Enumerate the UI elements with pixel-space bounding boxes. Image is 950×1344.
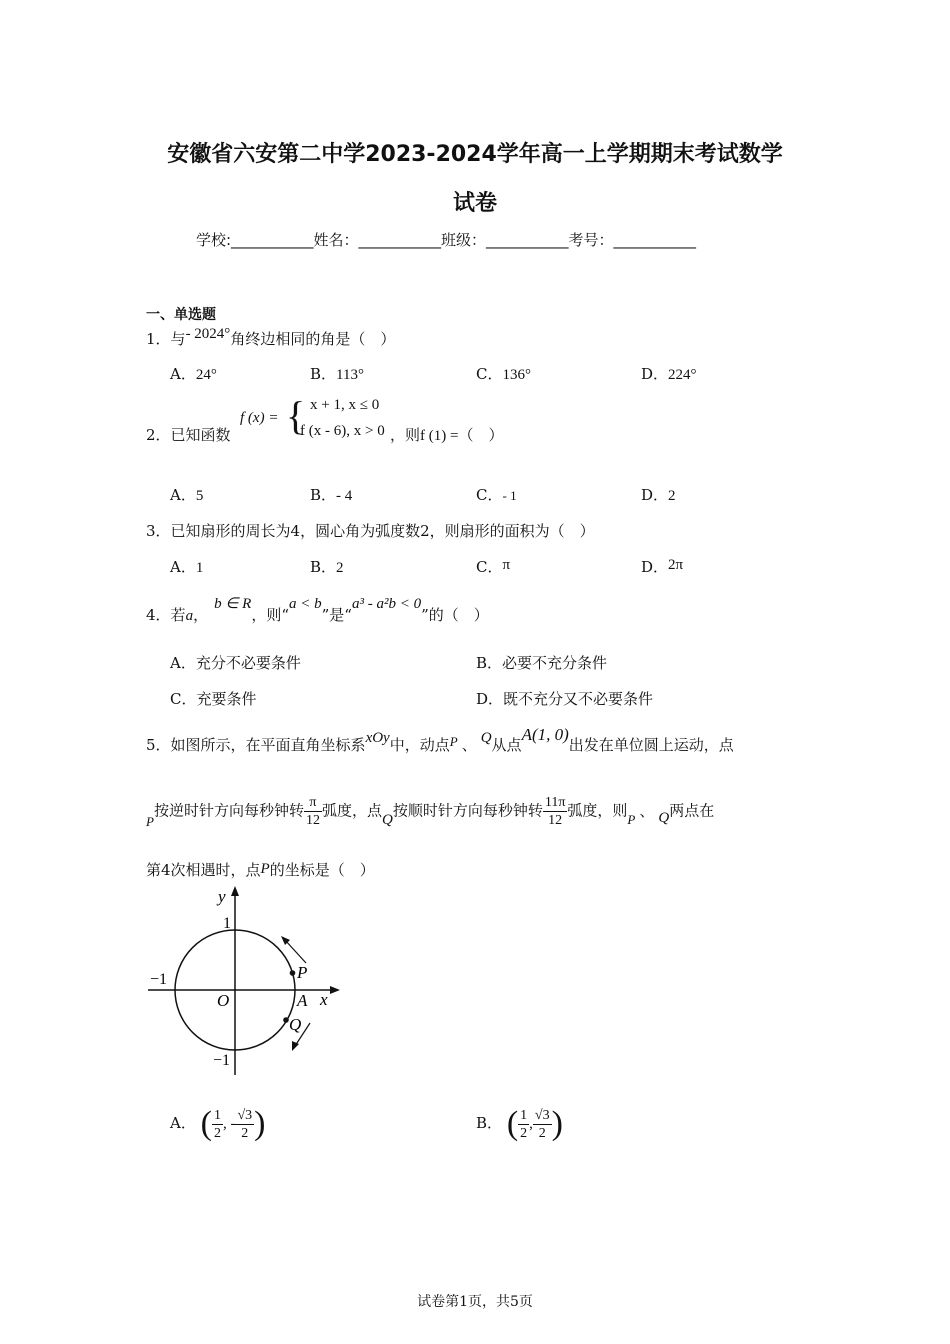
question-number: 1．: [146, 330, 171, 348]
page-title-line2: 试卷: [452, 191, 497, 216]
point-q: [283, 1017, 289, 1023]
question-5-line-3: 第4次相遇时，点P的坐标是（ ）: [146, 861, 375, 879]
y-axis-arrow: [231, 886, 239, 896]
option-c[interactable]: C．- 1: [476, 486, 517, 504]
math-expr: - 2024°: [185, 326, 231, 342]
tick-label-1: 1: [223, 915, 231, 932]
option-b[interactable]: B．- 4: [310, 486, 353, 504]
x-axis-arrow: [330, 986, 340, 994]
y-label: y: [218, 887, 226, 906]
fraction-11pi-over-12: $\frac{11\pi}{12}$: [544, 795, 566, 828]
page-title: 安徽省六安第二中学2023-2024学年高一上学期期末考试数学: [167, 142, 783, 167]
unit-circle-figure: [140, 880, 350, 1085]
question-4: 4．若a，b ∈ R，则“a < b”是“a³ - a²b < 0”的（ ）: [146, 596, 489, 624]
origin-label: O: [217, 991, 230, 1010]
piecewise-case-2: f (x - 6), x > 0: [300, 423, 385, 439]
option-c[interactable]: C．π: [476, 557, 511, 576]
x-label: x: [320, 990, 328, 1009]
p-direction-arrow: [285, 940, 306, 963]
option-a[interactable]: A．1: [170, 558, 204, 576]
option-a[interactable]: A．充分不必要条件: [170, 654, 301, 672]
fraction-pi-over-12: $\frac{\pi}{12}$: [305, 795, 320, 828]
question-5-line-2: P按逆时针方向每秒钟转 $\frac{\pi}{12}$ 弧度，点Q按顺时针方向每秒钟转 $\frac{11\pi}{12}$ 弧度，则P 、 Q两点在: [146, 795, 715, 829]
option-a[interactable]: A． ( $\frac{1}{2}$ , - $\frac{√3}{2}$ ): [170, 1105, 266, 1142]
option-b[interactable]: B．113°: [310, 365, 364, 383]
option-d[interactable]: D．2π: [641, 557, 684, 576]
piecewise-brace: {: [286, 393, 306, 438]
option-b[interactable]: B．必要不充分条件: [476, 654, 608, 672]
tick-label-neg1-x: −1: [150, 971, 168, 988]
point-p-label: P: [297, 963, 308, 982]
function-name: f (x) =: [240, 410, 279, 426]
point-a-label: A: [297, 991, 308, 1010]
option-a[interactable]: A．24°: [170, 365, 217, 383]
tick-label-neg1-y: −1: [213, 1052, 231, 1069]
option-d[interactable]: D．既不充分又不必要条件: [476, 690, 654, 708]
question-3: 3．已知扇形的周长为4，圆心角为弧度数2，则扇形的面积为（ ）: [146, 522, 595, 540]
point-p: [290, 970, 296, 976]
option-b[interactable]: B．2: [310, 558, 344, 576]
student-info-line: 学校:___________姓名：___________班级：___________考号：___________: [196, 231, 697, 249]
question-5-line-1: 5．如图所示，在平面直角坐标系xOy中，动点P 、 Q从点A(1, 0)出发在单位圆上运动，点: [146, 725, 734, 754]
question-2-tail: ，则f (1) =（ ）: [390, 426, 504, 444]
question-2-number: 2．已知函数: [146, 426, 231, 444]
option-a[interactable]: A．5: [170, 486, 204, 504]
section-title: 一、单选题: [146, 307, 216, 323]
page-footer: 试卷第1页，共5页: [417, 1294, 533, 1310]
option-b[interactable]: B． ( $\frac{1}{2}$ , $\frac{√3}{2}$ ): [476, 1105, 563, 1142]
option-c[interactable]: C．136°: [476, 365, 531, 383]
question-1: 1．与- 2024°角终边相同的角是（ ）: [146, 326, 396, 348]
option-d[interactable]: D．224°: [641, 365, 697, 383]
option-c[interactable]: C．充要条件: [170, 690, 257, 708]
option-d[interactable]: D．2: [641, 486, 676, 504]
point-q-label: Q: [289, 1015, 302, 1034]
piecewise-case-1: x + 1, x ≤ 0: [310, 397, 380, 413]
